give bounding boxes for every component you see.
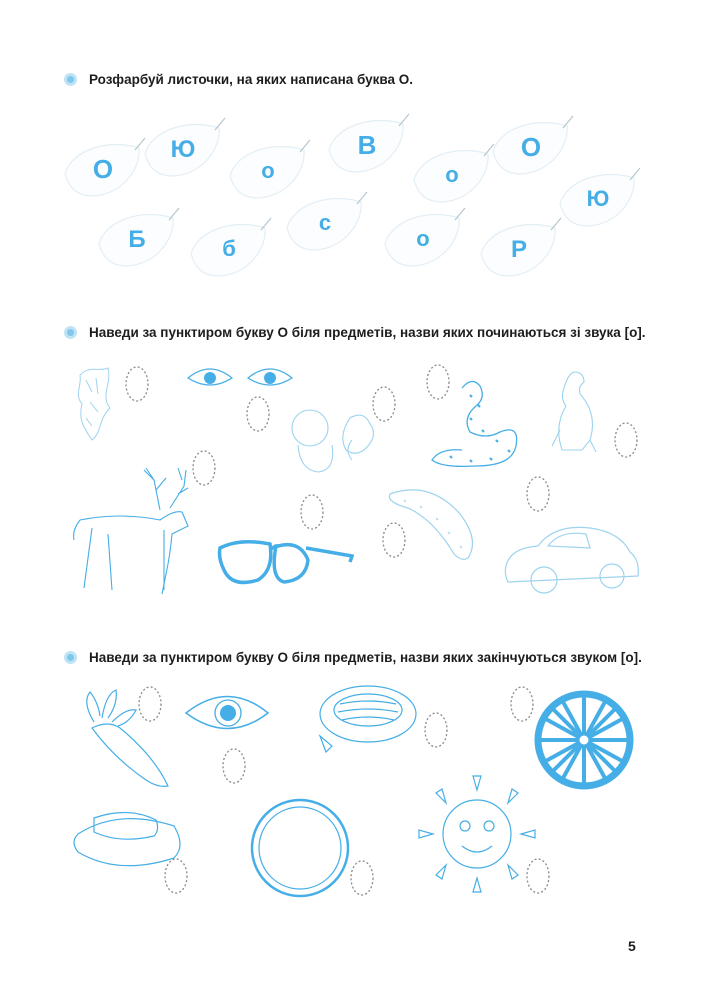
leaf-2[interactable] <box>145 118 225 176</box>
svg-text:о: о <box>261 158 275 183</box>
leaf-10[interactable] <box>287 192 367 250</box>
svg-text:о: о <box>416 226 430 251</box>
sun-icon <box>419 776 535 892</box>
leaf-3[interactable] <box>230 140 310 198</box>
reindeer-icon <box>74 468 188 594</box>
page-number: 5 <box>628 938 636 954</box>
leaf-5[interactable] <box>414 144 494 202</box>
trace-oval[interactable] <box>527 477 549 511</box>
leaf-4[interactable] <box>329 114 409 172</box>
leaf-9[interactable] <box>191 218 271 276</box>
fluff-icon <box>78 368 110 440</box>
trace-oval[interactable] <box>615 423 637 457</box>
trace-oval[interactable] <box>351 861 373 895</box>
hoop-icon <box>252 800 348 896</box>
trace-oval[interactable] <box>165 859 187 893</box>
task-2-text: Наведи за пунктиром букву О біля предметів, назви яких починаються зі звука [о]. <box>89 325 646 340</box>
svg-text:В: В <box>357 130 377 160</box>
svg-text:б: б <box>222 236 236 261</box>
leaves-row <box>65 114 640 276</box>
leaf-7[interactable] <box>560 168 640 226</box>
leaf-8[interactable] <box>99 208 179 266</box>
svg-text:О: О <box>520 132 542 162</box>
trace-oval[interactable] <box>427 365 449 399</box>
trace-oval[interactable] <box>301 495 323 529</box>
glasses-icon <box>220 542 353 583</box>
task-3-text: Наведи за пунктиром букву О біля предметів, назви яких закінчуються звуком [о]. <box>89 650 642 665</box>
svg-text:Ю: Ю <box>170 136 196 163</box>
trace-oval[interactable] <box>425 713 447 747</box>
trace-oval[interactable] <box>247 397 269 431</box>
svg-text:Б: Б <box>128 226 146 253</box>
eyes-icon <box>188 369 292 385</box>
leaf-1[interactable] <box>65 138 145 196</box>
leaf-12[interactable] <box>481 218 561 276</box>
task-1-text: Розфарбуй листочки, на яких написана буква О. <box>89 72 414 87</box>
trace-oval[interactable] <box>527 859 549 893</box>
trace-oval[interactable] <box>139 687 161 721</box>
svg-text:Ю: Ю <box>586 186 610 211</box>
trace-oval[interactable] <box>126 367 148 401</box>
eagle-icon <box>552 372 596 452</box>
wheel-icon <box>538 694 630 786</box>
svg-text:О: О <box>92 154 114 184</box>
trace-oval[interactable] <box>223 749 245 783</box>
trace-oval[interactable] <box>511 687 533 721</box>
svg-text:Р: Р <box>510 236 528 263</box>
svg-text:о: о <box>445 162 459 187</box>
snake-icon <box>432 381 517 466</box>
trace-oval[interactable] <box>383 523 405 557</box>
svg-text:с: с <box>318 210 332 235</box>
soap-icon <box>74 812 180 865</box>
leaf-6[interactable] <box>493 116 573 174</box>
trace-oval[interactable] <box>193 451 215 485</box>
cucumber-icon <box>389 490 472 559</box>
carrot-icon <box>87 690 168 786</box>
leaf-11[interactable] <box>385 208 465 266</box>
cat-and-squirrel-icon <box>292 410 374 472</box>
trace-oval[interactable] <box>373 387 395 421</box>
car-icon <box>505 527 638 593</box>
eye-icon <box>186 697 268 729</box>
pie-icon <box>320 686 416 752</box>
